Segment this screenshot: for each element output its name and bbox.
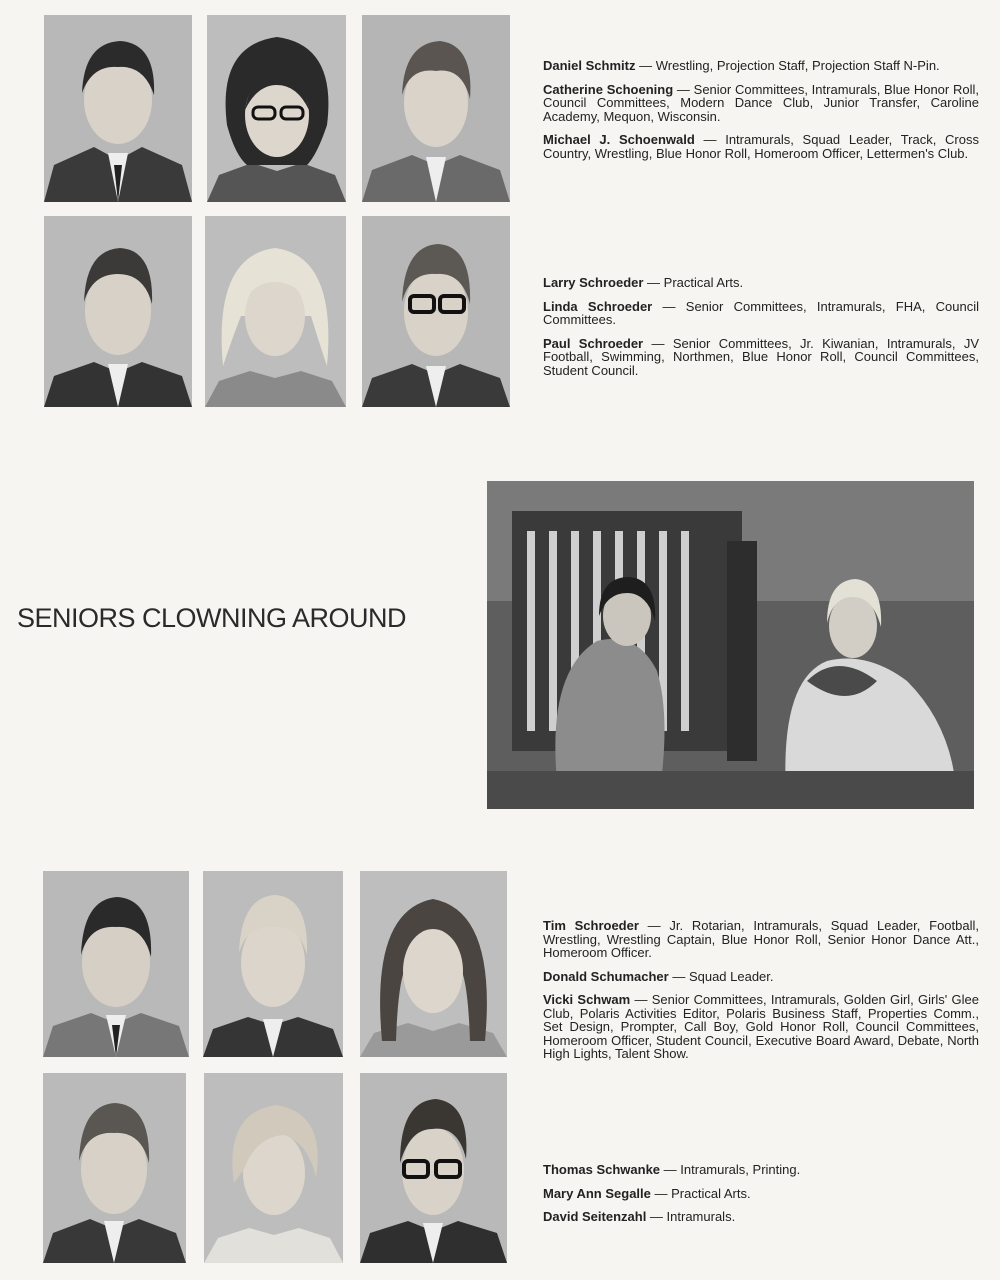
bio-name: Tim Schroeder [543, 918, 639, 933]
bio-block-fourth [543, 1163, 979, 1234]
bio-block-second [543, 276, 979, 387]
portrait-david-seitenzahl [360, 1073, 507, 1263]
portrait-donald-schumacher [203, 871, 343, 1057]
portrait-michael-schoenwald [362, 15, 510, 202]
bio-name: Catherine Schoening [543, 81, 674, 97]
bio-tim-schroeder: Tim Schroeder — Jr. Rotarian, Intramurals, Squad Leader, Football, Wrestling, Wrestling Captain, Blue Honor Roll, Senior Honor Dance Att., Homeroom Officer. [543, 918, 979, 960]
page-headline: SENIORS CLOWNING AROUND [17, 603, 407, 633]
bio-thomas-schwanke: Thomas Schwanke — Intramurals, Printing. [543, 1162, 801, 1177]
bio-activities: Intramurals, Squad Leader, Track, Cross Country, Wrestling, Blue Honor Roll, Homeroom Officer, Lettermen's Club. [543, 132, 979, 161]
portrait-tim-schroeder [43, 871, 189, 1057]
bio-mary-ann-segalle: Mary Ann Segalle — Practical Arts. [543, 1185, 751, 1201]
bio-name: Daniel Schmitz [543, 58, 636, 73]
portrait-paul-schroeder [362, 216, 510, 407]
portrait-thomas-schwanke [43, 1073, 186, 1263]
bio-name: Vicki Schwam [543, 992, 631, 1007]
bio-david-seitenzahl: David Seitenzahl — Intramurals. [543, 1209, 736, 1224]
bio-activities: Intramurals. [666, 1209, 736, 1224]
bio-name: Larry Schroeder [543, 275, 644, 290]
bio-block-top [543, 59, 979, 170]
bio-larry-schroeder: Larry Schroeder — Practical Arts. [543, 275, 744, 290]
bio-activities: Practical Arts. [671, 1185, 751, 1201]
bio-name: Linda Schroeder [543, 298, 653, 314]
bio-activities: Intramurals, Printing. [680, 1162, 801, 1177]
portrait-catherine-schoening [207, 15, 346, 202]
bio-daniel-schmitz: Daniel Schmitz — Wrestling, Projection Staff, Projection Staff N-Pin. [543, 58, 940, 73]
bio-name: Donald Schumacher [543, 968, 669, 984]
bio-block-third [543, 919, 979, 1071]
bio-activities: Senior Committees, Intramurals, Blue Honor Roll, Council Committees, Modern Dance Club, Junior Transfer, Caroline Academy, Mequon, Wisconsin. [543, 81, 979, 124]
bio-michael-schoenwald: Michael J. Schoenwald — Intramurals, Squad Leader, Track, Cross Country, Wrestling, Blue Honor Roll, Homeroom Officer, Lettermen's Club. [543, 132, 979, 161]
portrait-larry-schroeder [44, 216, 192, 407]
bio-paul-schroeder: Paul Schroeder — Senior Committees, Jr. Kiwanian, Intramurals, JV Football, Swimming, Northmen, Blue Honor Roll, Council Committees, Student Council. [543, 335, 979, 378]
bio-activities: Squad Leader. [688, 968, 774, 984]
portrait-daniel-schmitz [44, 15, 192, 202]
bio-donald-schumacher: Donald Schumacher — Squad Leader. [543, 968, 774, 984]
bio-name: Michael J. Schoenwald [543, 132, 695, 147]
portrait-mary-ann-segalle [204, 1073, 343, 1263]
bio-name: David Seitenzahl [543, 1209, 647, 1224]
bio-linda-schroeder: Linda Schroeder — Senior Committees, Intramurals, FHA, Council Committees. [543, 298, 979, 327]
bio-activities: Wrestling, Projection Staff, Projection Staff N-Pin. [655, 58, 940, 73]
portrait-linda-schroeder [205, 216, 346, 407]
candid-photo-clowns [487, 481, 974, 809]
portrait-vicki-schwam [360, 871, 507, 1057]
bio-name: Paul Schroeder [543, 335, 644, 351]
bio-activities: Senior Committees, Intramurals, Golden Girl, Girls' Glee Club, Polaris Activities Editor, Polaris Business Staff, Properties Comm., Set Design, Prompter, Call Boy, Gold Honor Roll, Council Committees, Homeroom Officer, Student Council, Executive Board Award, Debate, North High Lights, Talent Show. [543, 992, 980, 1061]
bio-activities: Senior Committees, Jr. Kiwanian, Intramurals, JV Football, Swimming, Northmen, Blue Honor Roll, Council Committees, Student Council. [543, 335, 979, 378]
bio-activities: Jr. Rotarian, Intramurals, Squad Leader, Football, Wrestling, Wrestling Captain, Blue Honor Roll, Senior Honor Dance Att., Homeroom Officer. [543, 918, 979, 960]
bio-activities: Senior Committees, Intramurals, FHA, Council Committees. [543, 298, 979, 327]
bio-name: Thomas Schwanke [543, 1162, 661, 1177]
bio-catherine-schoening: Catherine Schoening — Senior Committees, Intramurals, Blue Honor Roll, Council Committees, Modern Dance Club, Junior Transfer, Caroline Academy, Mequon, Wisconsin. [543, 81, 979, 124]
bio-activities: Practical Arts. [663, 275, 744, 290]
bio-vicki-schwam: Vicki Schwam — Senior Committees, Intramurals, Golden Girl, Girls' Glee Club, Polaris Activities Editor, Polaris Business Staff, Properties Comm., Set Design, Prompter, Call Boy, Gold Honor Roll, Council Committees, Homeroom Officer, Student Council, Executive Board Award, Debate, North High Lights, Talent Show. [543, 992, 980, 1061]
bio-name: Mary Ann Segalle [543, 1185, 651, 1201]
